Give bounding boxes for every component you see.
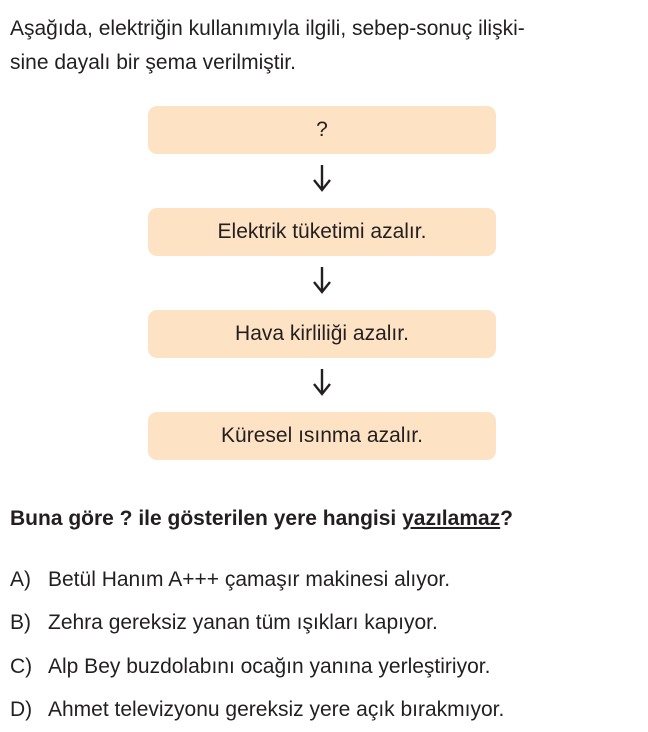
- intro-paragraph: [10, 12, 638, 80]
- option-d[interactable]: [10, 689, 504, 732]
- answer-options: [10, 558, 504, 732]
- option-text: Alp Bey buzdolabını ocağın yanına yerleştiriyor.: [48, 655, 490, 679]
- flow-box-global-warming: Küresel ısınma azalır.: [148, 412, 496, 460]
- option-text: Zehra gereksiz yanan tüm ışıkları kapıyor.: [48, 611, 438, 635]
- arrow-down-icon: [311, 368, 333, 396]
- option-letter: B): [10, 611, 48, 635]
- flow-box-air-pollution: Hava kirliliği azalır.: [148, 310, 496, 358]
- question-underlined-word: yazılamaz: [402, 507, 500, 530]
- arrow-down-icon: [311, 164, 333, 192]
- intro-line-1: Aşağıda, elektriğin kullanımıyla ilgili, sebep-sonuç ilişki-: [10, 12, 638, 46]
- option-letter: D): [10, 698, 48, 722]
- question-text: [10, 507, 513, 531]
- question-prefix: Buna göre ? ile gösterilen yere hangisi: [10, 507, 402, 530]
- question-suffix: ?: [500, 507, 513, 530]
- option-c[interactable]: [10, 645, 504, 689]
- option-text: Ahmet televizyonu gereksiz yere açık bırakmıyor.: [48, 698, 504, 722]
- option-letter: A): [10, 568, 48, 592]
- flow-box-consumption: Elektrik tüketimi azalır.: [148, 208, 496, 256]
- option-letter: C): [10, 655, 48, 679]
- option-a[interactable]: [10, 558, 504, 602]
- option-b[interactable]: [10, 602, 504, 646]
- intro-line-2: sine dayalı bir şema verilmiştir.: [10, 46, 638, 80]
- flow-box-unknown: ?: [148, 106, 496, 154]
- arrow-down-icon: [311, 266, 333, 294]
- option-text: Betül Hanım A+++ çamaşır makinesi alıyor.: [48, 568, 450, 592]
